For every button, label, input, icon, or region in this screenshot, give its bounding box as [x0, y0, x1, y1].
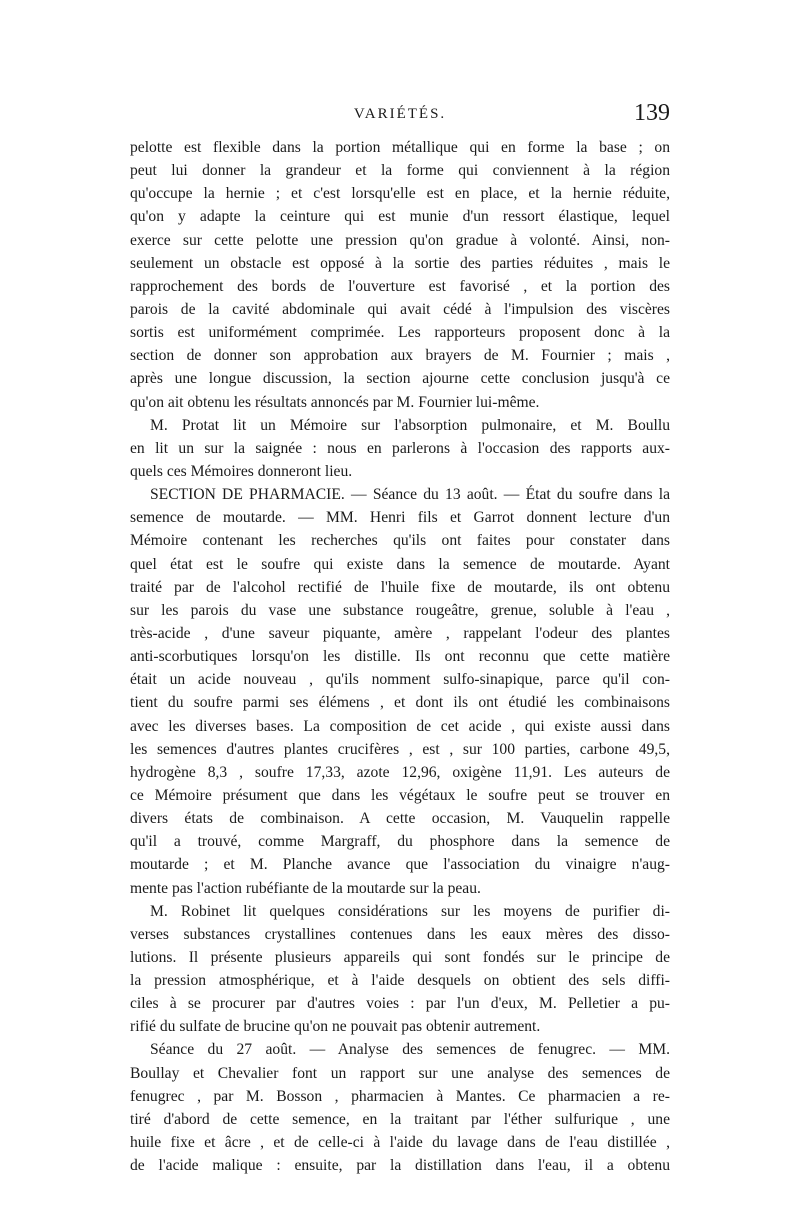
- text-line: Boullay et Chevalier font un rapport sur une analyse des semences de: [130, 1064, 670, 1082]
- text-line: tiré d'abord de cette semence, en la traitant par l'éther sulfurique , une: [130, 1110, 670, 1128]
- text-line: M. Robinet lit quelques considérations sur les moyens de purifier di-: [150, 902, 670, 920]
- text-line: parois de la cavité abdominale qui avait cédé à l'impulsion des viscères: [130, 300, 670, 318]
- text-line: ciles à se procurer par d'autres voies : par l'un d'eux, M. Pelletier a pu-: [130, 995, 670, 1013]
- text-line: anti-scorbutiques lorsqu'on les distille. Ils ont reconnu que cette matière: [130, 648, 670, 666]
- text-line: traité par de l'alcohol rectifié de l'huile fixe de moutarde, ils ont obtenu: [130, 578, 670, 596]
- text-line: seulement un obstacle est opposé à la sortie des parties réduites , mais le: [130, 254, 670, 272]
- page-number: 139: [634, 100, 670, 126]
- text-line: de l'acide malique : ensuite, par la distillation dans l'eau, il a obtenu: [130, 1157, 670, 1175]
- text-line: semence de moutarde. — MM. Henri fils et Garrot donnent lecture d'un: [130, 509, 670, 527]
- text-line: moutarde ; et M. Planche avance que l'association du vinaigre n'aug-: [130, 856, 670, 874]
- text-line: qu'il a trouvé, comme Margraff, du phosphore dans la semence de: [130, 833, 670, 851]
- text-line: huile fixe et âcre , et de celle-ci à l'aide du lavage dans de l'eau distillée ,: [130, 1134, 670, 1152]
- text-line: sur les parois du vase une substance rougeâtre, grenue, soluble à l'eau ,: [130, 601, 670, 619]
- text-line: M. Protat lit un Mémoire sur l'absorption pulmonaire, et M. Boullu: [150, 416, 670, 434]
- text-line: avec les diverses bases. La composition de cet acide , qui existe aussi dans: [130, 717, 670, 735]
- text-line: exerce sur cette pelotte une pression qu'on gradue à volonté. Ainsi, non-: [130, 231, 670, 249]
- text-line: très-acide , d'une saveur piquante, amère , rappelant l'odeur des plantes: [130, 624, 670, 642]
- text-line: quels ces Mémoires donneront lieu.: [130, 462, 353, 480]
- text-line: SECTION DE PHARMACIE. — Séance du 13 août. — État du soufre dans la: [150, 486, 670, 504]
- text-line: la pression atmosphérique, et à l'aide desquels on obtient des sels diffi-: [130, 972, 670, 990]
- text-line: lutions. Il présente plusieurs appareils qui sont fondés sur le principe de: [130, 948, 670, 966]
- text-line: qu'occupe la hernie ; et c'est lorsqu'elle est en place, et la hernie réduite,: [130, 185, 670, 203]
- text-line: divers états de combinaison. A cette occasion, M. Vauquelin rappelle: [130, 810, 670, 828]
- text-line: mente pas l'action rubéfiante de la moutarde sur la peau.: [130, 879, 481, 897]
- text-line: fenugrec , par M. Bosson , pharmacien à Mantes. Ce pharmacien a re-: [130, 1087, 670, 1105]
- running-title: VARIÉTÉS.: [353, 106, 447, 122]
- text-line: hydrogène 8,3 , soufre 17,33, azote 12,96, oxigène 11,91. Les auteurs de: [130, 763, 670, 781]
- text-line: qu'on y adapte la ceinture qui est munie d'un ressort élastique, lequel: [130, 208, 670, 226]
- text-line: après une longue discussion, la section ajourne cette conclusion jusqu'à ce: [130, 370, 670, 388]
- page-header: [130, 102, 670, 136]
- text-line: verses substances crystallines contenues dans les eaux mères des disso-: [130, 925, 670, 943]
- text-line: les semences d'autres plantes crucifères , est , sur 100 parties, carbone 49,5,: [130, 740, 670, 758]
- text-line: sortis est uniformément comprimée. Les rapporteurs proposent donc à la: [130, 324, 670, 342]
- text-line: tient du soufre parmi ses élémens , et dont ils ont étudié les combinaisons: [130, 694, 670, 712]
- text-line: ce Mémoire présument que dans les végétaux le soufre peut se trouver en: [130, 786, 670, 804]
- text-line: Mémoire contenant les recherches qu'ils ont faites pour constater dans: [130, 532, 670, 550]
- text-line: qu'on ait obtenu les résultats annoncés par M. Fournier lui-même.: [130, 393, 540, 411]
- text-line: pelotte est flexible dans la portion métallique qui en forme la base ; on: [130, 139, 670, 156]
- text-line: rifié du sulfate de brucine qu'on ne pouvait pas obtenir autrement.: [130, 1018, 541, 1036]
- text-line: Séance du 27 août. — Analyse des semences de fenugrec. — MM.: [150, 1041, 670, 1059]
- body-text: [130, 136, 670, 1177]
- text-line: en lit un sur la saignée : nous en parlerons à l'occasion des rapports aux-: [130, 439, 670, 457]
- text-line: quel état est le soufre qui existe dans la semence de moutarde. Ayant: [130, 555, 670, 573]
- text-line: section de donner son approbation aux brayers de M. Fournier ; mais ,: [130, 347, 670, 365]
- text-line: était un acide nouveau , qu'ils nomment sulfo-sinapique, parce qu'il con-: [130, 671, 670, 689]
- text-line: peut lui donner la grandeur et la forme qui conviennent à la région: [130, 162, 670, 180]
- text-line: rapprochement des bords de l'ouverture est favorisé , et la portion des: [130, 277, 670, 295]
